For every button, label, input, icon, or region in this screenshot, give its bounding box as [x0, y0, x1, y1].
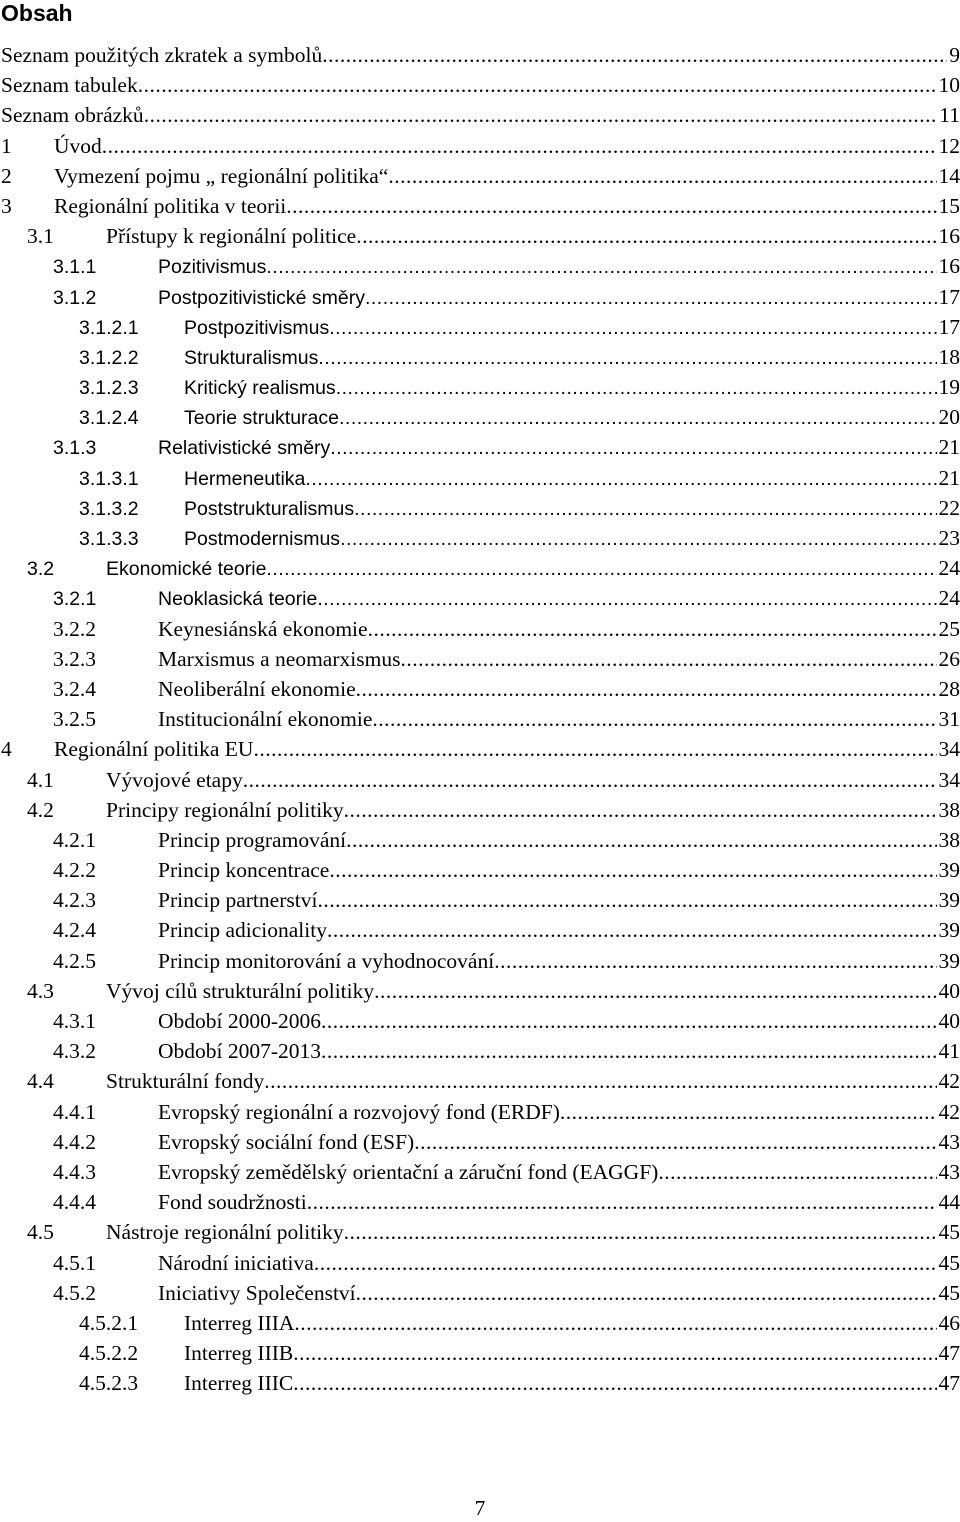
dot-leader [494, 946, 936, 976]
dot-leader [414, 1127, 936, 1157]
toc-entry[interactable] [0, 1338, 960, 1368]
toc-entry[interactable] [0, 1066, 960, 1096]
toc-entry-number: 3.1 [27, 224, 54, 249]
toc-entry[interactable] [0, 946, 960, 976]
dot-leader [253, 734, 936, 764]
toc-entry-page: 10 [938, 73, 960, 98]
toc-entry-page: 17 [938, 284, 960, 309]
toc-entry[interactable] [0, 1248, 960, 1278]
toc-entry-page: 25 [938, 616, 960, 641]
dot-leader [307, 1187, 937, 1217]
toc-entry-title: Princip monitorování a vyhodnocování [158, 948, 495, 973]
dot-leader [388, 161, 936, 191]
toc-entry-title: Princip koncentrace [158, 858, 330, 883]
toc-entry-page: 16 [938, 224, 960, 249]
toc-entry-number: 3.1.2.3 [79, 377, 139, 400]
toc-entry-number: 4 [1, 737, 12, 762]
toc-entry-page: 9 [949, 43, 960, 67]
table-of-contents [0, 40, 960, 1398]
toc-entry-page: 42 [938, 1099, 960, 1124]
toc-entry[interactable] [0, 1368, 960, 1398]
toc-entry[interactable] [0, 342, 960, 372]
toc-entry-title: Princip adicionality [158, 918, 327, 943]
dot-leader [372, 704, 936, 734]
page-number: 7 [474, 1496, 486, 1520]
dot-leader [329, 855, 936, 885]
toc-entry-title: Fond soudržnosti [158, 1190, 307, 1215]
toc-entry-title: Období 2000-2006 [158, 1009, 322, 1033]
toc-entry-page: 45 [938, 1250, 960, 1275]
toc-entry-title: Vývojové etapy [106, 767, 243, 792]
toc-entry-title: Postmodernismus [184, 528, 341, 550]
toc-entry-number: 4.5.2.3 [79, 1371, 139, 1396]
toc-entry-page: 39 [938, 888, 960, 913]
toc-entry-title: Princip programování [158, 827, 347, 852]
toc-entry[interactable] [0, 312, 960, 342]
toc-entry-number: 4.1 [27, 767, 54, 792]
dot-leader [144, 100, 938, 130]
toc-entry-number: 4.3.2 [53, 1039, 96, 1064]
toc-entry-page: 18 [938, 344, 960, 369]
toc-entry[interactable] [0, 734, 960, 764]
toc-entry-title: Institucionální ekonomie [158, 707, 373, 732]
toc-entry-page: 34 [938, 767, 960, 792]
toc-entry-page: 38 [938, 827, 960, 852]
toc-entry-title: Postpozitivismus [184, 316, 330, 339]
dot-leader [658, 1157, 936, 1187]
toc-entry-number: 3.2.1 [53, 588, 97, 611]
toc-entry[interactable] [0, 644, 960, 674]
dot-leader [318, 343, 936, 373]
toc-entry[interactable] [0, 1006, 960, 1036]
toc-entry-page: 43 [938, 1159, 960, 1184]
dot-leader [286, 191, 936, 221]
toc-entry[interactable] [0, 704, 960, 734]
toc-entry-page: 46 [938, 1310, 960, 1335]
toc-entry[interactable] [0, 1097, 960, 1127]
toc-entry-title: Evropský sociální fond (ESF) [158, 1129, 415, 1154]
toc-entry[interactable] [0, 131, 960, 161]
toc-entry-page: 38 [938, 797, 960, 822]
toc-entry-number: 3.1.2.1 [79, 316, 139, 339]
dot-leader [560, 1097, 937, 1127]
toc-entry-title: Kritický realismus [184, 377, 336, 400]
dot-leader [314, 1248, 937, 1278]
toc-entry-title: Teorie strukturace [184, 407, 339, 430]
dot-leader [305, 464, 936, 494]
toc-entry[interactable] [0, 855, 960, 885]
dot-leader [138, 70, 937, 100]
toc-entry-title: Neoklasická teorie [158, 588, 318, 611]
toc-entry-title: Keynesiánská ekonomie [158, 616, 368, 641]
dot-leader [293, 1338, 936, 1368]
toc-entry[interactable] [0, 795, 960, 825]
toc-entry-title: Neoliberální ekonomie [158, 676, 356, 701]
dot-leader [321, 1036, 936, 1066]
toc-entry[interactable] [0, 161, 960, 191]
toc-entry-number: 4.5.2.2 [79, 1341, 139, 1366]
toc-entry-title: Relativistické směry [158, 437, 331, 460]
dot-leader [344, 795, 937, 825]
toc-entry-page: 24 [938, 586, 960, 611]
toc-entry-title: Nástroje regionální politiky [106, 1220, 344, 1245]
toc-entry[interactable] [0, 614, 960, 644]
toc-entry-number: 3.2.5 [53, 707, 96, 732]
dot-leader [264, 1066, 936, 1096]
toc-entry[interactable] [0, 1157, 960, 1187]
toc-entry-number: 3.1.3 [53, 437, 97, 460]
toc-entry[interactable] [0, 40, 960, 70]
toc-entry-number: 3.1.3.2 [79, 497, 139, 520]
toc-entry-title: Vývoj cílů strukturální politiky [106, 978, 375, 1003]
toc-entry-number: 4.5.2.1 [79, 1310, 139, 1335]
toc-entry-title: Postpozitivistické směry [158, 286, 365, 309]
toc-entry-number: 3.1.2 [53, 286, 97, 309]
toc-entry[interactable] [0, 402, 960, 432]
toc-entry-number: 1 [1, 133, 12, 158]
dot-leader [368, 614, 937, 644]
dot-leader [336, 373, 937, 403]
dot-leader [327, 915, 937, 945]
toc-entry-page: 20 [938, 405, 960, 430]
toc-entry-page: 21 [938, 465, 960, 490]
toc-entry-number: 4.4.2 [53, 1129, 96, 1154]
toc-entry[interactable] [0, 463, 960, 493]
toc-entry-number: 4.2.2 [53, 858, 96, 883]
toc-entry[interactable] [0, 1278, 960, 1308]
toc-entry-number: 4.4.4 [53, 1190, 96, 1215]
toc-entry-page: 21 [938, 435, 960, 460]
toc-entry[interactable] [0, 493, 960, 523]
toc-entry-page: 34 [938, 737, 960, 762]
toc-entry-page: 15 [938, 193, 960, 218]
toc-entry-page: 16 [938, 254, 960, 279]
toc-entry-number: 4.2.5 [53, 948, 96, 973]
toc-entry-number: 4.4.3 [53, 1159, 96, 1184]
toc-entry-number: 2 [1, 163, 12, 188]
dot-leader [356, 674, 937, 704]
toc-entry[interactable] [0, 976, 960, 1006]
toc-entry[interactable] [0, 1217, 960, 1247]
toc-entry-title: Vymezení pojmu „ regionální politika“ [54, 163, 389, 188]
toc-entry[interactable] [0, 553, 960, 583]
toc-entry-title: Strukturalismus [184, 346, 319, 369]
toc-entry[interactable] [0, 523, 960, 553]
toc-entry-title: Přístupy k regionální politice [106, 224, 357, 249]
toc-entry-title: Evropský zemědělský orientační a záruční fond (EAGGF) [158, 1159, 659, 1184]
dot-leader [293, 1368, 936, 1398]
toc-entry-title: Iniciativy Společenství [158, 1280, 356, 1305]
toc-entry[interactable] [0, 70, 960, 100]
toc-entry-page: 28 [938, 676, 960, 701]
toc-entry-number: 4.4 [27, 1069, 54, 1094]
toc-entry-page: 14 [938, 163, 960, 188]
toc-entry-page: 45 [938, 1280, 960, 1305]
toc-entry-number: 4.4.1 [53, 1099, 96, 1124]
dot-leader [354, 494, 936, 524]
toc-entry-page: 42 [938, 1069, 960, 1094]
toc-entry-title: Úvod [54, 133, 102, 158]
toc-entry[interactable] [0, 1187, 960, 1217]
dot-leader [340, 524, 936, 554]
toc-entry-title: Pozitivismus [158, 256, 267, 279]
toc-entry-number: 3.1.1 [53, 256, 97, 279]
toc-entry-number: 4.2.3 [53, 888, 96, 913]
toc-entry-title: Národní iniciativa [158, 1250, 314, 1275]
dot-leader [356, 221, 936, 251]
toc-entry[interactable] [0, 825, 960, 855]
dot-leader [339, 403, 937, 433]
toc-entry-number: 3.2.4 [53, 676, 96, 701]
toc-entry[interactable] [0, 1127, 960, 1157]
toc-entry-page: 12 [938, 133, 960, 158]
toc-entry-title: Marxismus a neomarxismus [158, 646, 401, 671]
dot-leader [317, 584, 936, 614]
toc-entry-title: Interreg IIIB [184, 1341, 294, 1366]
toc-entry[interactable] [0, 1308, 960, 1338]
toc-entry-title: Regionální politika EU [54, 737, 254, 762]
dot-leader [317, 885, 936, 915]
toc-entry-page: 17 [938, 314, 960, 339]
dot-leader [400, 644, 936, 674]
toc-entry-number: 3 [1, 193, 12, 218]
toc-entry-page: 11 [939, 103, 960, 128]
toc-entry[interactable] [0, 191, 960, 221]
dot-leader [294, 1308, 936, 1338]
toc-entry-page: 40 [938, 978, 960, 1003]
dot-leader [322, 40, 947, 70]
toc-entry[interactable] [0, 372, 960, 402]
toc-entry-number: 3.2.2 [53, 616, 96, 641]
toc-entry-title: Období 2007-2013 [158, 1039, 322, 1064]
toc-entry-number: 4.5.2 [53, 1280, 96, 1305]
toc-entry-title: Interreg IIIC [184, 1371, 294, 1396]
toc-entry-number: 4.5 [27, 1220, 54, 1245]
toc-entry-title: Interreg IIIA [184, 1310, 295, 1335]
dot-leader [365, 283, 937, 313]
dot-leader [321, 1006, 936, 1036]
toc-entry-page: 39 [938, 858, 960, 883]
toc-entry-title: Evropský regionální a rozvojový fond (ERDF) [158, 1099, 560, 1124]
toc-entry-page: 39 [938, 918, 960, 943]
toc-entry-title: Regionální politika v teorii [54, 193, 287, 218]
toc-entry-title: Seznam použitých zkratek a symbolů [1, 43, 323, 67]
toc-entry-number: 3.2 [27, 558, 55, 581]
toc-entry[interactable] [0, 583, 960, 613]
toc-entry-title: Princip partnerství [158, 888, 318, 913]
toc-entry[interactable] [0, 432, 960, 462]
toc-entry-title: Ekonomické teorie [106, 558, 267, 581]
toc-entry[interactable] [0, 915, 960, 945]
toc-entry-page: 31 [938, 707, 960, 732]
toc-entry-page: 47 [938, 1341, 960, 1366]
toc-heading: Obsah [1, 0, 73, 26]
dot-leader [356, 1278, 937, 1308]
toc-entry[interactable] [0, 251, 960, 281]
dot-leader [266, 252, 936, 282]
toc-entry-number: 4.2 [27, 797, 54, 822]
dot-leader [330, 433, 936, 463]
toc-entry-page: 41 [938, 1039, 960, 1064]
toc-entry-number: 3.1.2.4 [79, 407, 139, 430]
toc-entry-number: 4.2.1 [53, 827, 96, 852]
dot-leader [102, 131, 937, 161]
toc-entry-number: 4.3 [27, 978, 54, 1003]
toc-entry-title: Hermeneutika [184, 467, 306, 490]
toc-entry-number: 3.1.3.1 [79, 467, 139, 490]
toc-entry-title: Strukturální fondy [106, 1069, 265, 1094]
dot-leader [266, 554, 936, 584]
toc-entry[interactable] [0, 765, 960, 795]
toc-entry-number: 4.5.1 [53, 1250, 96, 1275]
toc-entry[interactable] [0, 282, 960, 312]
toc-entry-page: 22 [938, 495, 960, 520]
toc-entry-number: 4.2.4 [53, 918, 96, 943]
toc-entry-page: 19 [938, 375, 960, 400]
toc-entry-title: Seznam tabulek [1, 73, 138, 98]
dot-leader [329, 313, 936, 343]
toc-entry-title: Principy regionální politiky [106, 797, 344, 822]
toc-entry-title: Poststrukturalismus [184, 497, 355, 520]
toc-entry-page: 26 [938, 646, 960, 671]
dot-leader [344, 1217, 937, 1247]
toc-entry-page: 44 [938, 1190, 960, 1215]
toc-entry-page: 40 [938, 1009, 960, 1033]
dot-leader [243, 765, 937, 795]
dot-leader [346, 825, 936, 855]
toc-entry-number: 3.2.3 [53, 646, 96, 671]
toc-entry-page: 24 [938, 556, 960, 581]
toc-entry[interactable] [0, 885, 960, 915]
toc-entry-page: 39 [938, 948, 960, 973]
toc-entry-page: 45 [938, 1220, 960, 1245]
toc-entry[interactable] [0, 221, 960, 251]
toc-entry-number: 4.3.1 [53, 1009, 96, 1033]
toc-entry-page: 47 [938, 1371, 960, 1396]
toc-entry-number: 3.1.3.3 [79, 528, 139, 550]
toc-entry[interactable] [0, 100, 960, 130]
toc-entry[interactable] [0, 1036, 960, 1066]
toc-entry-number: 3.1.2.2 [79, 346, 139, 369]
dot-leader [374, 976, 936, 1006]
toc-entry[interactable] [0, 674, 960, 704]
toc-entry-title: Seznam obrázků [1, 103, 144, 128]
toc-entry-page: 23 [938, 526, 960, 550]
toc-entry-page: 43 [938, 1129, 960, 1154]
